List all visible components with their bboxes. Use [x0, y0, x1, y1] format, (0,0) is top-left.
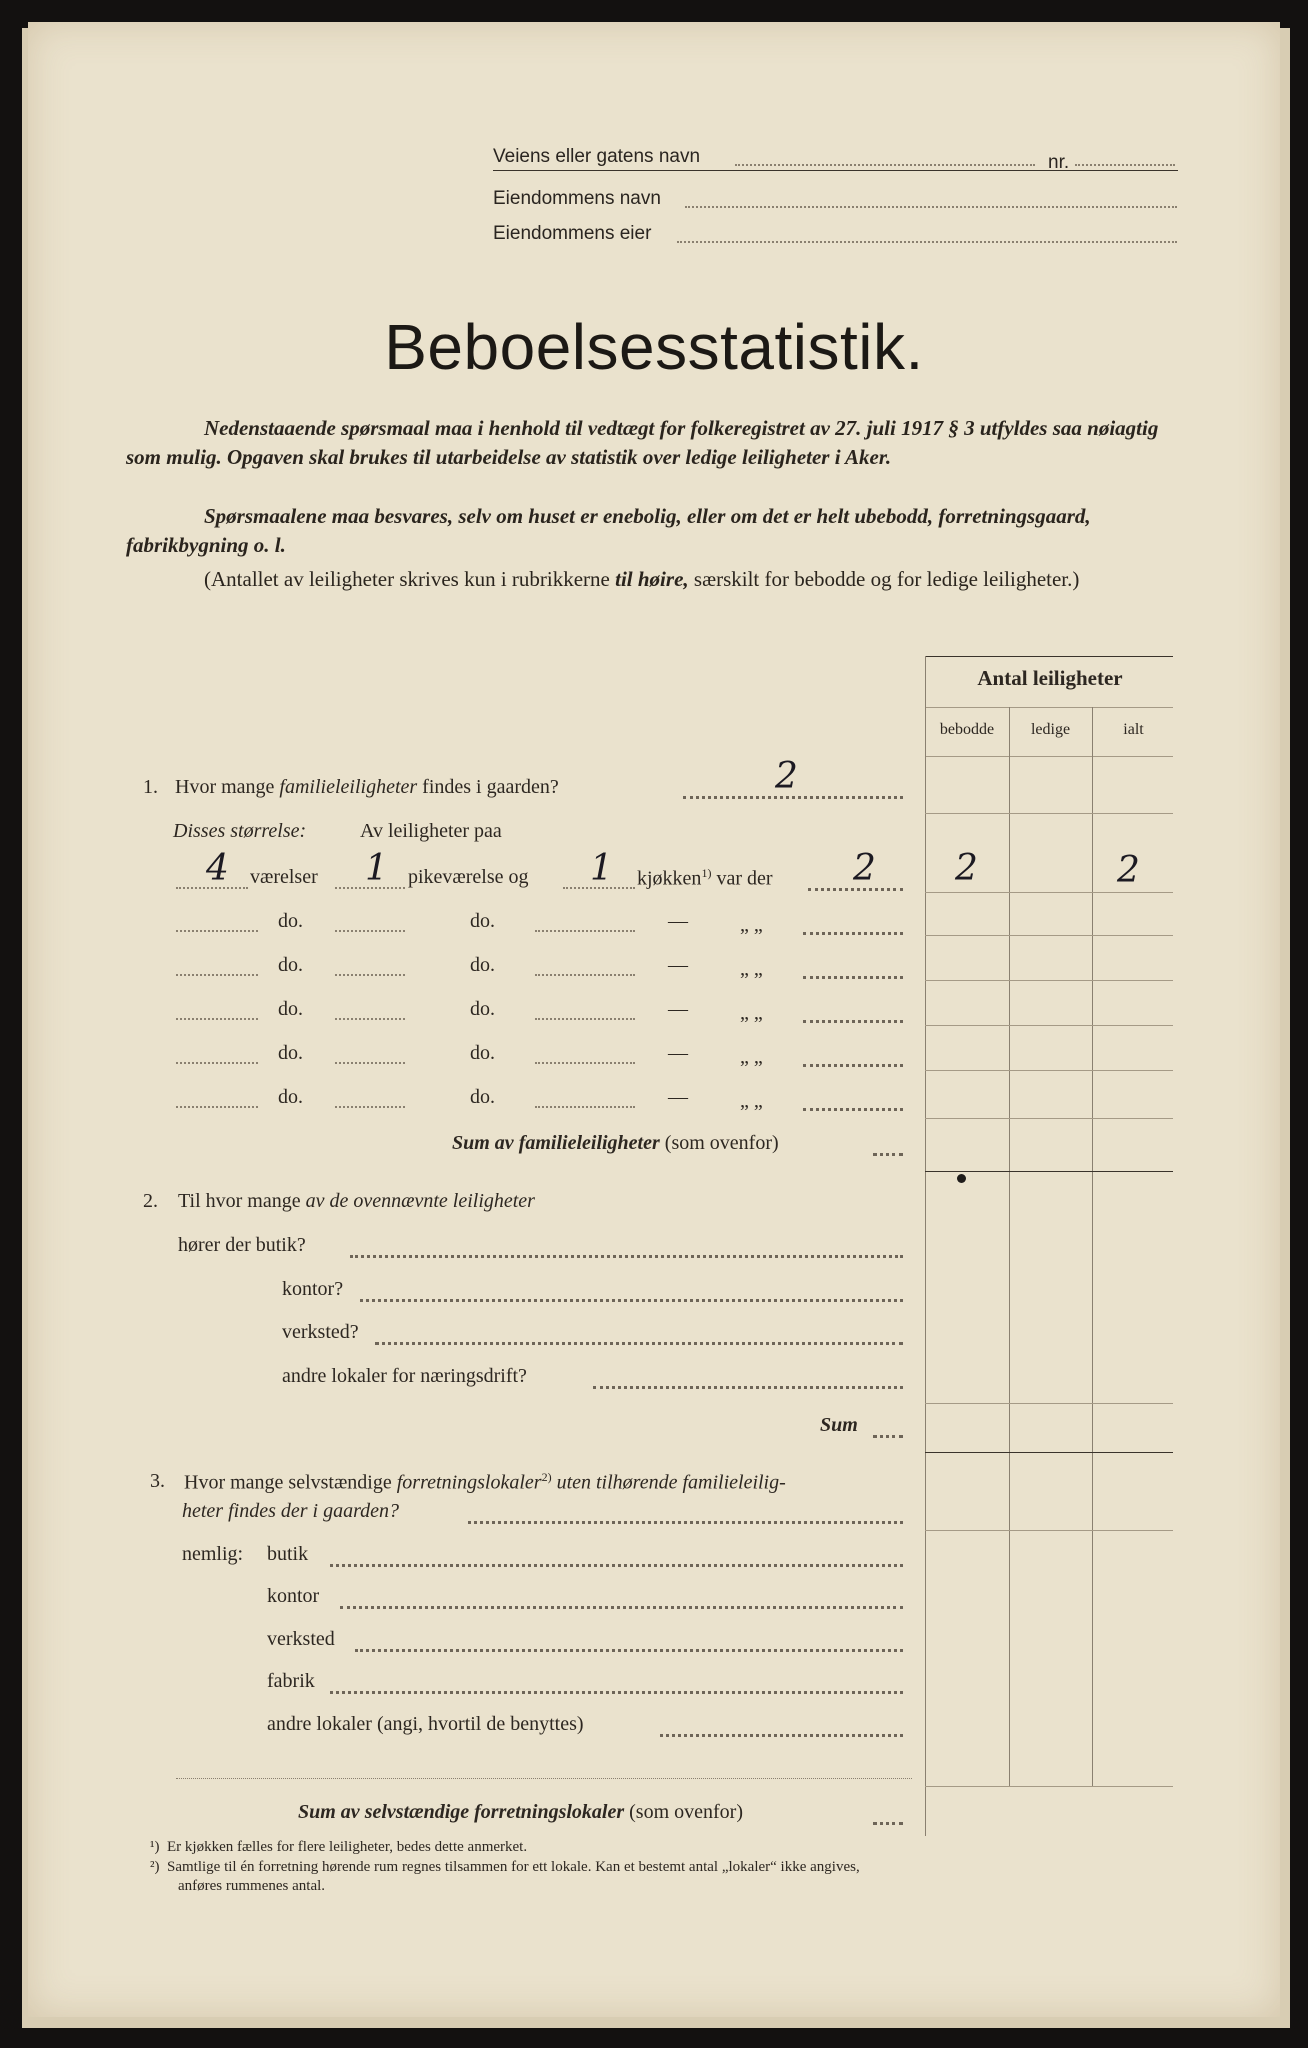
footnote-1: ¹) Er kjøkken fælles for flere leiligheter, bedes dette anmerket. [150, 1839, 528, 1855]
table-row-rule [925, 1025, 1173, 1026]
page-title: Beboelsesstatistik. [384, 311, 924, 383]
q3-leader [660, 1734, 903, 1737]
intro-p3-a: (Antallet av leiligheter skrives kun i rubrikkerne [204, 567, 616, 591]
ditto-maid-label: do. [470, 998, 495, 1020]
table-sum-rule-1 [925, 1171, 1173, 1172]
table-top-rule [925, 656, 1173, 657]
nr-field[interactable] [1075, 164, 1175, 166]
row-bebodde-value[interactable]: 2 [955, 848, 978, 889]
ditto-maid-label: do. [470, 954, 495, 976]
ditto-maid-label: do. [470, 910, 495, 932]
q1-size-sub: Av leiligheter paa [360, 820, 502, 842]
ditto-rooms-label: do. [278, 954, 303, 976]
ditto-maid-label: do. [470, 1042, 495, 1064]
street-label: Veiens eller gatens navn [493, 146, 701, 167]
q3-item-fabrik: fabrik [267, 1670, 315, 1692]
q3-sum-leader [873, 1822, 903, 1825]
ditto-quote: „ „ [740, 914, 763, 936]
q2-text: Til hvor mange av de ovennævnte leiligheter [178, 1190, 535, 1212]
table-vline-1 [925, 656, 926, 1836]
q3-leader [355, 1649, 903, 1652]
intro-paragraph-3 [126, 565, 1176, 594]
ditto-kitchen-field[interactable] [535, 1018, 635, 1020]
footnote-2: ²) Samtlige til én forretning hørende rum regnes tilsammen for ett lokale. Kan et bestemt antal „lokaler“ ikke angives, [150, 1859, 860, 1875]
table-title-rule [925, 707, 1173, 708]
q2-item-kontor: kontor? [282, 1278, 344, 1300]
ditto-maid-label: do. [470, 1086, 495, 1108]
kitchen-label: kjøkken$^{1)}$ var der [637, 866, 773, 890]
table-row-rule [925, 1070, 1173, 1071]
col-bebodde: bebodde [939, 721, 995, 738]
q3-nemlig: nemlig: [182, 1543, 244, 1565]
q2-leader [350, 1255, 903, 1258]
q2-number: 2. [143, 1190, 158, 1212]
ditto-leader [803, 1108, 903, 1111]
ditto-maid-field[interactable] [335, 1018, 405, 1020]
ditto-rooms-field[interactable] [176, 974, 258, 976]
ditto-rooms-field[interactable] [176, 930, 258, 932]
ditto-maid-field[interactable] [335, 974, 405, 976]
ditto-rooms-label: do. [278, 910, 303, 932]
ditto-rooms-field[interactable] [176, 1018, 258, 1020]
intro-paragraph-2: Spørsmaalene maa besvares, selv om huset er enebolig, eller om det er helt ubebodd, forretningsgaard, fabrikbygning o. l. [126, 504, 1091, 557]
q2-leader [593, 1386, 903, 1389]
q1-text: Hvor mange familieleiligheter findes i gaarden? [175, 776, 559, 798]
q2-leader [375, 1342, 903, 1345]
q3-item-verksted: verksted [267, 1628, 335, 1650]
col-ledige: ledige [1030, 721, 1071, 738]
q2-sum: Sum [820, 1414, 858, 1436]
ditto-leader [803, 976, 903, 979]
table-row-rule [925, 1403, 1173, 1404]
property-owner-field[interactable] [677, 241, 1177, 243]
q2-item-verksted: verksted? [282, 1321, 359, 1343]
q3-leader [330, 1564, 903, 1567]
q2-sum-leader [873, 1435, 903, 1438]
ditto-quote: „ „ [740, 1090, 763, 1112]
q3-line-2: heter findes der i gaarden? [182, 1500, 400, 1522]
ditto-maid-field[interactable] [335, 930, 405, 932]
rooms-label: værelser [250, 866, 318, 888]
ditto-leader [803, 932, 903, 935]
footnote-2-cont: anføres rummenes antal. [178, 1878, 326, 1894]
q3-number: 3. [150, 1470, 165, 1492]
ditto-maid-field[interactable] [335, 1106, 405, 1108]
q1-sum-leader [873, 1153, 903, 1156]
ditto-kitchen-field[interactable] [535, 974, 635, 976]
property-owner-label: Eiendommens eier [493, 223, 652, 244]
street-underline [493, 170, 1178, 171]
ditto-dash: — [668, 1042, 688, 1064]
ink-dot [957, 1174, 966, 1183]
maid-value[interactable]: 1 [365, 848, 388, 889]
ditto-quote: „ „ [740, 958, 763, 980]
ditto-rooms-label: do. [278, 1086, 303, 1108]
row-count[interactable]: 2 [853, 848, 876, 889]
table-row-rule [925, 813, 1173, 814]
property-name-field[interactable] [685, 206, 1177, 208]
q3-line-1: Hvor mange selvstændige forretningslokaler$^{2)}$ uten tilhørende familieleilig- [184, 1470, 786, 1494]
q2-item-andre: andre lokaler for næringsdrift? [282, 1365, 527, 1387]
nr-label: nr. [1048, 152, 1070, 173]
q3-item-butik: butik [267, 1543, 309, 1565]
q1-number: 1. [143, 776, 158, 798]
q3-leader [340, 1606, 903, 1609]
ditto-kitchen-field[interactable] [535, 930, 635, 932]
property-name-label: Eiendommens navn [493, 188, 661, 209]
maid-label: pikeværelse og [408, 866, 529, 888]
table-row-rule [925, 1530, 1173, 1531]
q1-answer[interactable]: 2 [775, 756, 798, 797]
row-ialt-value[interactable]: 2 [1117, 850, 1140, 891]
q2-leader [360, 1299, 903, 1302]
ditto-quote: „ „ [740, 1046, 763, 1068]
q3-leader [330, 1691, 903, 1694]
table-row-rule [925, 892, 1173, 893]
ditto-rooms-label: do. [278, 998, 303, 1020]
col-ialt: ialt [1123, 721, 1144, 738]
ditto-kitchen-field[interactable] [535, 1106, 635, 1108]
ditto-quote: „ „ [740, 1002, 763, 1024]
intro-p3-b: til høire, [615, 567, 689, 591]
q3-item-andre: andre lokaler (angi, hvortil de benyttes) [267, 1713, 584, 1735]
table-row-rule [925, 980, 1173, 981]
ditto-maid-field[interactable] [335, 1062, 405, 1064]
table-vline-2 [1009, 707, 1010, 1787]
ditto-kitchen-field[interactable] [535, 1062, 635, 1064]
ditto-dash: — [668, 954, 688, 976]
table-vline-3 [1092, 707, 1093, 1787]
table-header-rule [925, 756, 1173, 757]
table-row-rule [925, 1786, 1173, 1787]
q2-item-butik: hører der butik? [178, 1234, 306, 1256]
intro-p3-c: særskilt for bebodde og for ledige leiligheter.) [688, 567, 1080, 591]
ditto-dash: — [668, 910, 688, 932]
intro-paragraph-1: Nedenstaaende spørsmaal maa i henhold til vedtægt for folkeregistret av 27. juli 1917 § 3 utfyldes saa nøiagtig som mulig. Opgaven skal brukes til utarbeidelse av statistik over ledige leiligheter i Aker. [126, 416, 1159, 469]
q1-size-label: Disses størrelse: [173, 820, 307, 842]
ditto-dash: — [668, 998, 688, 1020]
q3-item-kontor: kontor [267, 1585, 320, 1607]
q1-sum: Sum av familieleiligheter (som ovenfor) [452, 1132, 779, 1154]
street-field[interactable] [735, 164, 1035, 166]
table-sum-rule-2 [925, 1452, 1173, 1453]
ditto-leader [803, 1020, 903, 1023]
table-title: Antal leiligheter [977, 666, 1123, 690]
table-row-rule [925, 1118, 1173, 1119]
ditto-rooms-field[interactable] [176, 1106, 258, 1108]
q3-sum: Sum av selvstændige forretningslokaler (som ovenfor) [298, 1801, 743, 1823]
ditto-rooms-label: do. [278, 1042, 303, 1064]
rooms-value[interactable]: 4 [206, 848, 229, 889]
table-row-rule [925, 935, 1173, 936]
ditto-leader [803, 1064, 903, 1067]
q3-leader [468, 1521, 903, 1524]
q3-dotted-rule [176, 1778, 912, 1779]
kitchen-value[interactable]: 1 [590, 848, 613, 889]
ditto-rooms-field[interactable] [176, 1062, 258, 1064]
ditto-dash: — [668, 1086, 688, 1108]
